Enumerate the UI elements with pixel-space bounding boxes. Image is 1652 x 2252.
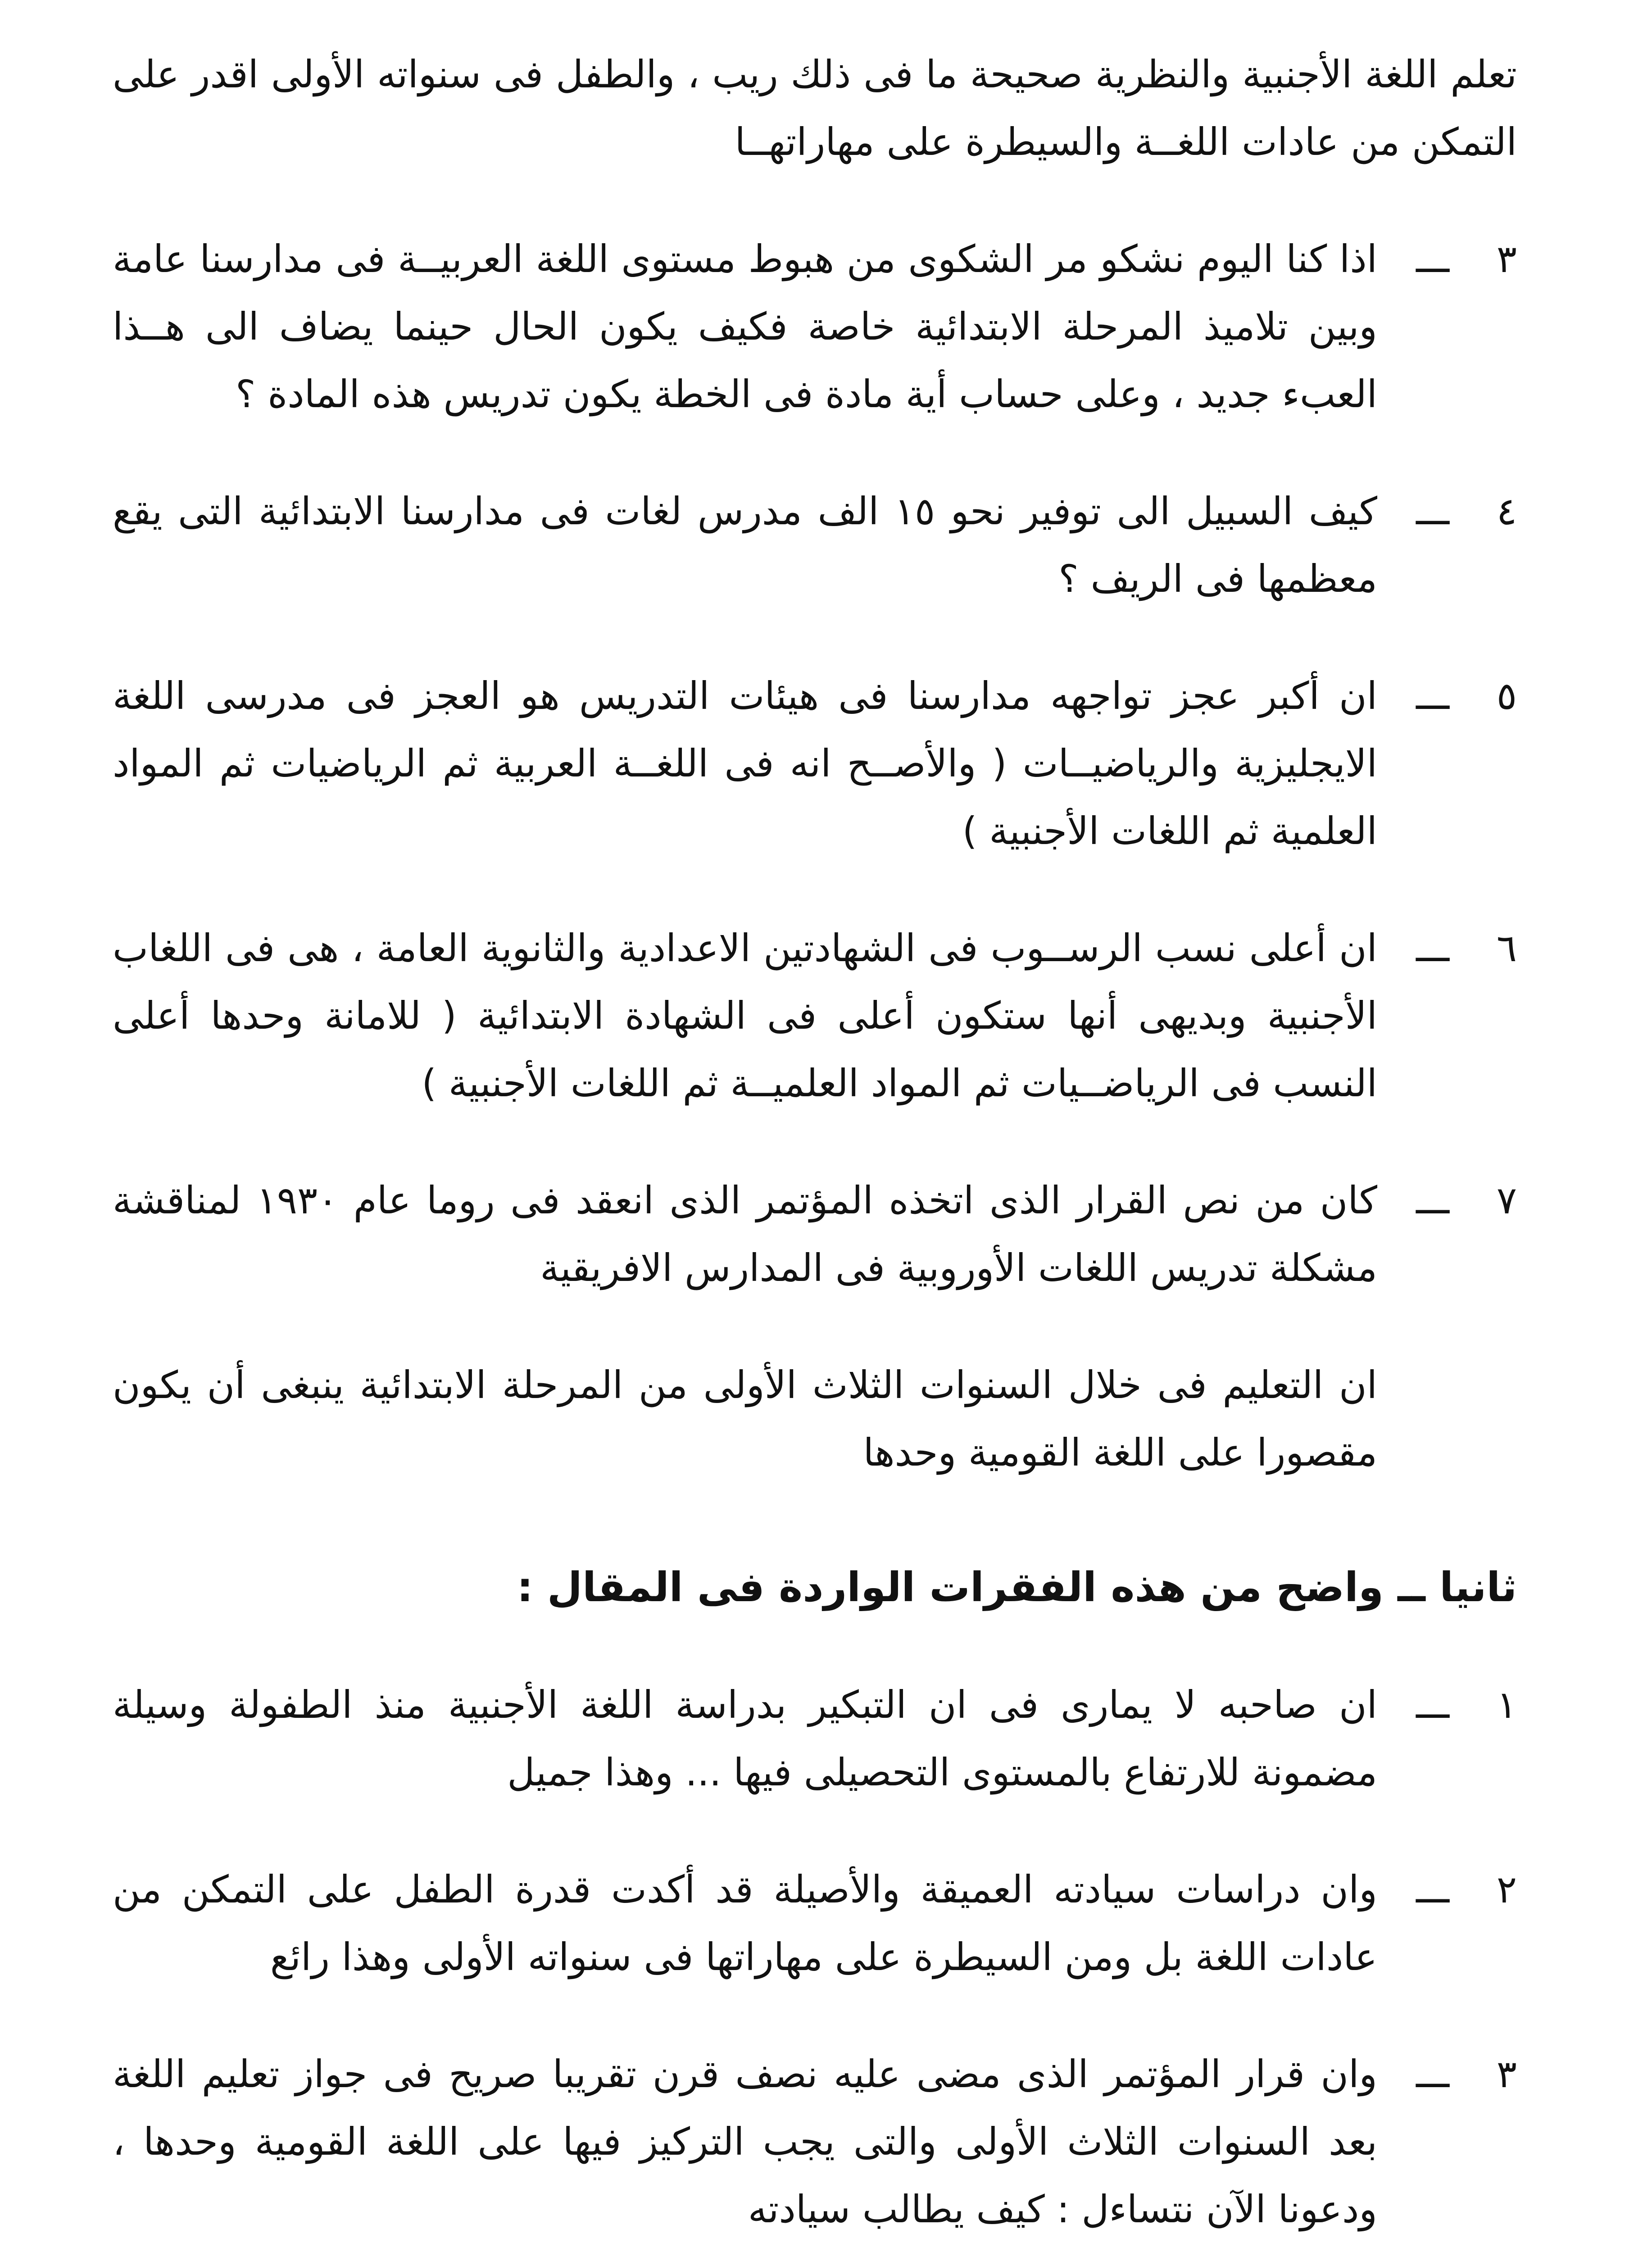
- item-marker: [1377, 1671, 1517, 1739]
- item-text: ان صاحبه لا يمارى فى ان التبكير بدراسة اللغة الأجنبية منذ الطفولة وسيلة مضمونة للارتفاع بالمستوى التحصيلى فيها ... وهذا جميل: [113, 1683, 1377, 1794]
- item-marker: [1377, 662, 1517, 730]
- text-body: [113, 41, 1517, 2243]
- item-dash: ـــ: [1416, 1683, 1449, 1727]
- item-number: ٥: [1496, 674, 1517, 718]
- item-number: ٣: [1496, 237, 1517, 281]
- item-dash: ـــ: [1416, 237, 1449, 281]
- section-heading: ثانيا ــ واضح من هذه الفقرات الواردة فى المقال :: [517, 1564, 1517, 1611]
- list-item: [113, 477, 1517, 613]
- item-marker: [1377, 225, 1517, 293]
- list-item: [113, 2040, 1517, 2243]
- item-text: ان أعلى نسب الرســوب فى الشهادتين الاعدادية والثانوية العامة ، هى فى اللغاب الأجنبية وبديهى أنها ستكون أعلى فى الشهادة الابتدائية ( للامانة وحدها أعلى النسب فى الرياضــيات ثم المواد العلميــة ثم اللغات الأجنبية ): [113, 926, 1377, 1105]
- list-item: [113, 914, 1517, 1117]
- item-dash: ـــ: [1416, 489, 1449, 533]
- item-marker: [1377, 914, 1517, 982]
- list-item: [113, 1671, 1517, 1806]
- item-marker: [1377, 1167, 1517, 1234]
- item-marker: [1377, 2040, 1517, 2108]
- item-number: ٦: [1496, 926, 1517, 970]
- list-item: [113, 1167, 1517, 1302]
- item-text: اذا كنا اليوم نشكو مر الشكوى من هبوط مستوى اللغة العربيــة فى مدارسنا عامة وبين تلاميذ المرحلة الابتدائية خاصة فكيف يكون الحال حينما يضاف الى هــذا العبء جديد ، وعلى حساب أية مادة فى الخطة يكون تدريس هذه المادة ؟: [113, 237, 1377, 416]
- item-text: كيف السبيل الى توفير نحو ١٥ الف مدرس لغات فى مدارسنا الابتدائية التى يقع معظمها فى الريف ؟: [113, 489, 1377, 601]
- item-dash: ـــ: [1416, 926, 1449, 970]
- list-item: [113, 662, 1517, 865]
- item-dash: ـــ: [1416, 1178, 1449, 1222]
- item-text: وان دراسات سيادته العميقة والأصيلة قد أكدت قدرة الطفل على التمكن من عادات اللغة بل ومن السيطرة على مهاراتها فى سنواته الأولى وهذا رائع: [113, 1867, 1377, 1979]
- item-number: ٣: [1496, 2052, 1517, 2096]
- item-dash: ـــ: [1416, 2052, 1449, 2096]
- item-number: ٤: [1496, 489, 1517, 533]
- item-number: ١: [1496, 1683, 1517, 1727]
- item-marker: [1377, 477, 1517, 545]
- item-text: وان قرار المؤتمر الذى مضى عليه نصف قرن تقريبا صريح فى جواز تعليم اللغة بعد السنوات الثلاث الأولى والتى يجب التركيز فيها على اللغة القومية وحدها ، ودعونا الآن نتساءل : كيف يطالب سيادته: [113, 2052, 1377, 2231]
- item-number: ٢: [1496, 1867, 1517, 1911]
- item-number: ٧: [1496, 1178, 1517, 1222]
- list-item: [113, 1856, 1517, 1991]
- item-dash: ـــ: [1416, 1867, 1449, 1911]
- resolution-quote: ان التعليم فى خلال السنوات الثلاث الأولى من المرحلة الابتدائية ينبغى أن يكون مقصورا على اللغة القومية وحدها: [113, 1363, 1377, 1475]
- list-item: [113, 225, 1517, 428]
- item-marker: [1377, 1856, 1517, 1923]
- intro-paragraph: تعلم اللغة الأجنبية والنظرية صحيحة ما فى ذلك ريب ، والطفل فى سنواته الأولى اقدر على التمكن من عادات اللغــة والسيطرة على مهاراتهــا: [113, 52, 1517, 164]
- item-dash: ـــ: [1416, 674, 1449, 718]
- item-text: كان من نص القرار الذى اتخذه المؤتمر الذى انعقد فى روما عام ١٩٣٠ لمناقشة مشكلة تدريس اللغات الأوروبية فى المدارس الافريقية: [113, 1178, 1377, 1290]
- item-text: ان أكبر عجز تواجهه مدارسنا فى هيئات التدريس هو العجز فى مدرسى اللغة الايجليزية والرياضيــات ( والأصــح انه فى اللغــة العربية ثم الرياضيات ثم المواد العلمية ثم اللغات الأجنبية ): [113, 674, 1377, 853]
